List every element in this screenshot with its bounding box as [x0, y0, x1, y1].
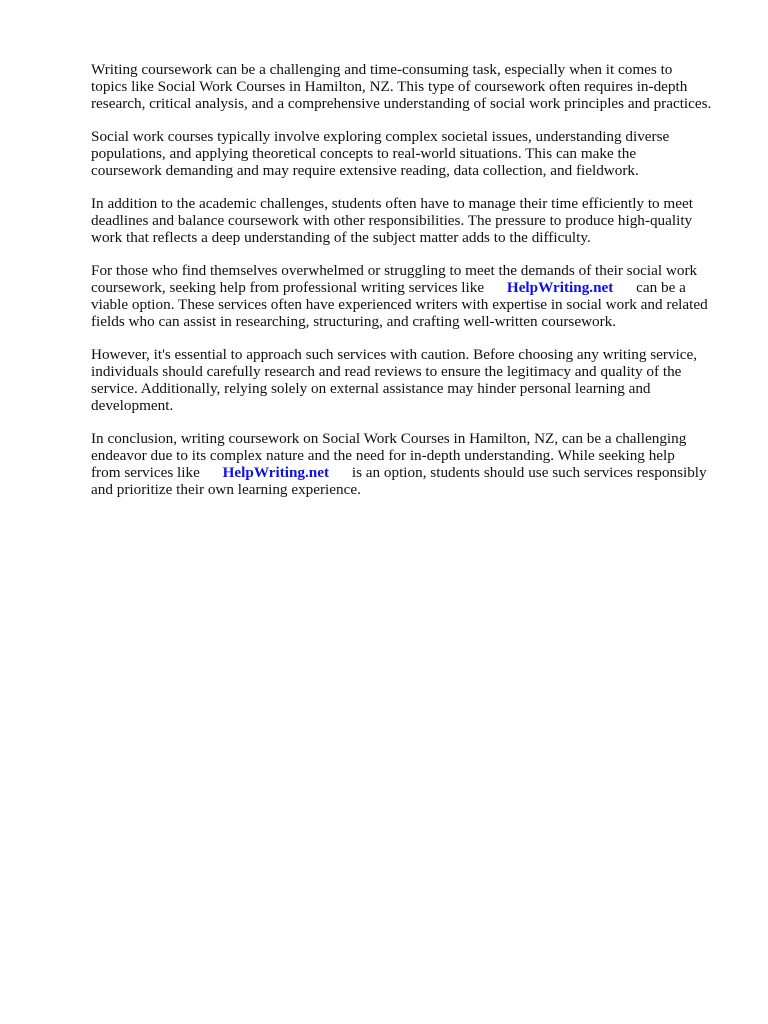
text-line: research, critical analysis, and a comprehensive understanding of social work principles and practices. [91, 95, 712, 112]
paragraph [91, 195, 731, 246]
paragraph [91, 128, 731, 179]
text-line: deadlines and balance coursework with other responsibilities. The pressure to produce high-quality [91, 212, 693, 229]
line-text-after-link: is an option, students should use such services responsibly [351, 464, 707, 481]
text-line: populations, and applying theoretical concepts to real-world situations. This can make the [91, 145, 637, 162]
text-line-with-link [91, 464, 731, 481]
text-line-with-link [91, 279, 731, 296]
document-body [91, 61, 731, 514]
paragraph [91, 262, 731, 330]
line-text-before-link: coursework, seeking help from professional writing services like [91, 279, 485, 296]
text-line: fields who can assist in researching, structuring, and crafting well-written coursework. [91, 313, 617, 330]
paragraph [91, 346, 731, 414]
text-line: service. Additionally, relying solely on external assistance may hinder personal learning and [91, 380, 651, 397]
paragraph [91, 61, 731, 112]
text-line: In conclusion, writing coursework on Social Work Courses in Hamilton, NZ, can be a challenging [91, 430, 687, 447]
text-line: endeavor due to its complex nature and the need for in-depth understanding. While seeking help [91, 447, 675, 464]
text-line: For those who find themselves overwhelmed or struggling to meet the demands of their social work [91, 262, 698, 279]
text-line: and prioritize their own learning experience. [91, 481, 361, 498]
text-line: In addition to the academic challenges, students often have to manage their time efficiently to meet [91, 195, 693, 212]
helpwriting-link[interactable]: HelpWriting.net [506, 279, 614, 296]
text-line: individuals should carefully research and read reviews to ensure the legitimacy and quality of the [91, 363, 682, 380]
text-line: topics like Social Work Courses in Hamilton, NZ. This type of coursework often requires in-depth [91, 78, 688, 95]
line-text-after-link: can be a [636, 279, 686, 296]
line-text-before-link: from services like [91, 464, 200, 481]
text-line: development. [91, 397, 174, 414]
text-line: Social work courses typically involve exploring complex societal issues, understanding diverse [91, 128, 670, 145]
text-line: coursework demanding and may require extensive reading, data collection, and fieldwork. [91, 162, 639, 179]
text-line: However, it's essential to approach such services with caution. Before choosing any writing service, [91, 346, 698, 363]
text-line: viable option. These services often have experienced writers with expertise in social work and related [91, 296, 708, 313]
paragraph [91, 430, 731, 498]
text-line: work that reflects a deep understanding of the subject matter adds to the difficulty. [91, 229, 591, 246]
helpwriting-link[interactable]: HelpWriting.net [222, 464, 330, 481]
text-line: Writing coursework can be a challenging and time-consuming task, especially when it comes to [91, 61, 673, 78]
